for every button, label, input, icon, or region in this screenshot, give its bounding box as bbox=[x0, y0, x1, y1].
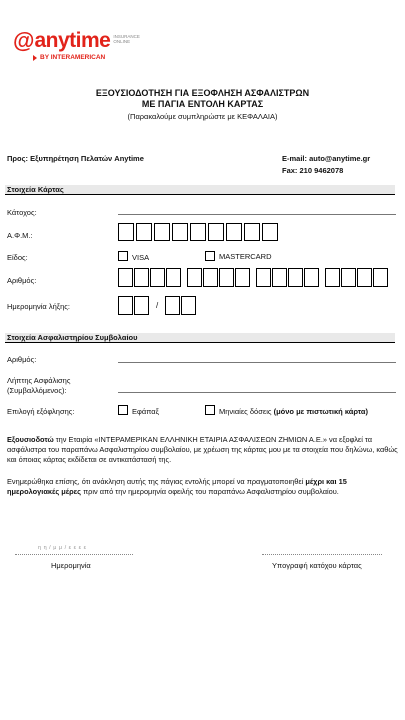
at-icon: @ bbox=[13, 28, 35, 53]
expiry-boxes bbox=[118, 296, 196, 315]
logo-sub2: ONLINE bbox=[113, 39, 131, 44]
expiry-month-box[interactable] bbox=[134, 296, 149, 315]
authorization-paragraph bbox=[7, 435, 399, 465]
expiry-year-box[interactable] bbox=[165, 296, 180, 315]
card-digit-box[interactable] bbox=[288, 268, 303, 287]
authorization-bold: Εξουσιοδοτώ bbox=[7, 435, 54, 444]
expiry-month-box[interactable] bbox=[118, 296, 133, 315]
recipient-email: E-mail: auto@anytime.gr bbox=[282, 154, 371, 163]
afm-box[interactable] bbox=[118, 223, 134, 241]
card-digit-box[interactable] bbox=[219, 268, 234, 287]
notice-bold: μέχρι και 15 ημερολογιακές μέρες bbox=[7, 477, 347, 496]
visa-label: VISA bbox=[132, 253, 150, 262]
authorization-text: την Εταιρία «ΙΝΤΕΡΑΜΕΡΙΚΑΝ ΕΛΛΗΝΙΚΗ ΕΤΑΙΡΙΑ ΑΣΦΑΛΙΣΕΩΝ ΖΗΜΙΩΝ Α.Ε.» να εξοφλεί τα ασφάλιστρα του παραπάνω Ασφαλιστηρίου συμβολαίου, με χρέωση της κάρτας μου με τα στοιχεία που δηλώνω, καθώς και όποιας κάρτας εκδίδεται σε αντικατάστασή της. bbox=[7, 435, 398, 464]
holder-field[interactable] bbox=[118, 214, 396, 215]
flag-icon bbox=[33, 55, 37, 61]
date-placeholder: η η / μ μ / ε ε ε ε bbox=[38, 545, 87, 551]
insured-label-line1: Λήπτης Ασφάλισης bbox=[7, 376, 71, 385]
afm-box[interactable] bbox=[226, 223, 242, 241]
card-digit-box[interactable] bbox=[357, 268, 372, 287]
card-digit-box[interactable] bbox=[272, 268, 287, 287]
insured-field[interactable] bbox=[118, 392, 396, 393]
notice-paragraph bbox=[7, 477, 399, 497]
logo-sub1: INSURANCE bbox=[113, 34, 140, 39]
mastercard-label: MASTERCARD bbox=[219, 252, 272, 261]
card-digit-box[interactable] bbox=[166, 268, 181, 287]
card-digit-box[interactable] bbox=[373, 268, 388, 287]
expiry-year-box[interactable] bbox=[181, 296, 196, 315]
visa-checkbox[interactable] bbox=[118, 251, 128, 261]
card-digit-box[interactable] bbox=[118, 268, 133, 287]
signature-label: Υπογραφή κατόχου κάρτας bbox=[272, 561, 362, 570]
mastercard-checkbox[interactable] bbox=[205, 251, 215, 261]
card-digit-box[interactable] bbox=[150, 268, 165, 287]
afm-box[interactable] bbox=[208, 223, 224, 241]
monthly-option bbox=[219, 407, 368, 416]
card-number-label: Αριθμός: bbox=[7, 276, 37, 285]
signature-field[interactable] bbox=[262, 554, 382, 555]
afm-box[interactable] bbox=[262, 223, 278, 241]
card-digit-box[interactable] bbox=[187, 268, 202, 287]
afm-box[interactable] bbox=[190, 223, 206, 241]
policy-number-label: Αριθμός: bbox=[7, 355, 37, 364]
card-digit-box[interactable] bbox=[325, 268, 340, 287]
afm-boxes bbox=[118, 223, 278, 241]
payment-label: Επιλογή εξόφλησης: bbox=[7, 407, 75, 416]
date-label: Ημερομηνία bbox=[51, 561, 91, 570]
afm-label: Α.Φ.Μ.: bbox=[7, 231, 33, 240]
expiry-slash: / bbox=[156, 301, 159, 310]
card-digit-box[interactable] bbox=[235, 268, 250, 287]
anytime-logo bbox=[13, 30, 140, 61]
afm-box[interactable] bbox=[172, 223, 188, 241]
form-title-line2: ΜΕ ΠΑΓΙΑ ΕΝΤΟΛΗ ΚΑΡΤΑΣ bbox=[141, 99, 264, 109]
card-digit-box[interactable] bbox=[134, 268, 149, 287]
card-digit-box[interactable] bbox=[341, 268, 356, 287]
monthly-note: (μόνο με πιστωτική κάρτα) bbox=[273, 407, 369, 416]
afm-box[interactable] bbox=[154, 223, 170, 241]
notice-part2: πριν από την ημερομηνία οφειλής του παραπάνω Ασφαλιστηρίου συμβολαίου. bbox=[81, 487, 339, 496]
logo-by: BY INTERAMERICAN bbox=[40, 54, 106, 61]
card-section-heading: Στοιχεία Κάρτας bbox=[5, 185, 395, 195]
date-field[interactable] bbox=[15, 554, 133, 555]
policy-section-heading: Στοιχεία Ασφαλιστηρίου Συμβολαίου bbox=[5, 333, 395, 343]
holder-label: Κάτοχος: bbox=[7, 208, 37, 217]
notice-part1: Ενημερώθηκα επίσης, ότι ανάκληση αυτής της πάγιας εντολής μπορεί να πραγματοποιηθεί bbox=[7, 477, 306, 486]
logo-brand: anytime bbox=[34, 29, 111, 52]
form-note: (Παρακαλούμε συμπληρώστε με ΚΕΦΑΛΑΙΑ) bbox=[127, 112, 278, 121]
policy-number-field[interactable] bbox=[118, 362, 396, 363]
expiry-label: Ημερομηνία λήξης: bbox=[7, 302, 70, 311]
form-title-line1: ΕΞΟΥΣΙΟΔΟΤΗΣΗ ΓΙΑ ΕΞΟΦΛΗΣΗ ΑΣΦΑΛΙΣΤΡΩΝ bbox=[95, 88, 310, 98]
card-digit-box[interactable] bbox=[203, 268, 218, 287]
insured-label-line2: (Συμβαλλόμενος): bbox=[7, 386, 67, 395]
monthly-checkbox[interactable] bbox=[205, 405, 215, 415]
monthly-label: Μηνιαίες δόσεις bbox=[219, 407, 272, 416]
card-number-boxes bbox=[118, 268, 388, 287]
card-digit-box[interactable] bbox=[304, 268, 319, 287]
afm-box[interactable] bbox=[244, 223, 260, 241]
once-checkbox[interactable] bbox=[118, 405, 128, 415]
card-digit-box[interactable] bbox=[256, 268, 271, 287]
once-label: Εφάπαξ bbox=[132, 407, 159, 416]
recipient-fax: Fax: 210 9462078 bbox=[282, 166, 344, 175]
recipient-to: Προς: Εξυπηρέτηση Πελατών Anytime bbox=[7, 154, 144, 163]
type-label: Είδος: bbox=[7, 253, 28, 262]
afm-box[interactable] bbox=[136, 223, 152, 241]
